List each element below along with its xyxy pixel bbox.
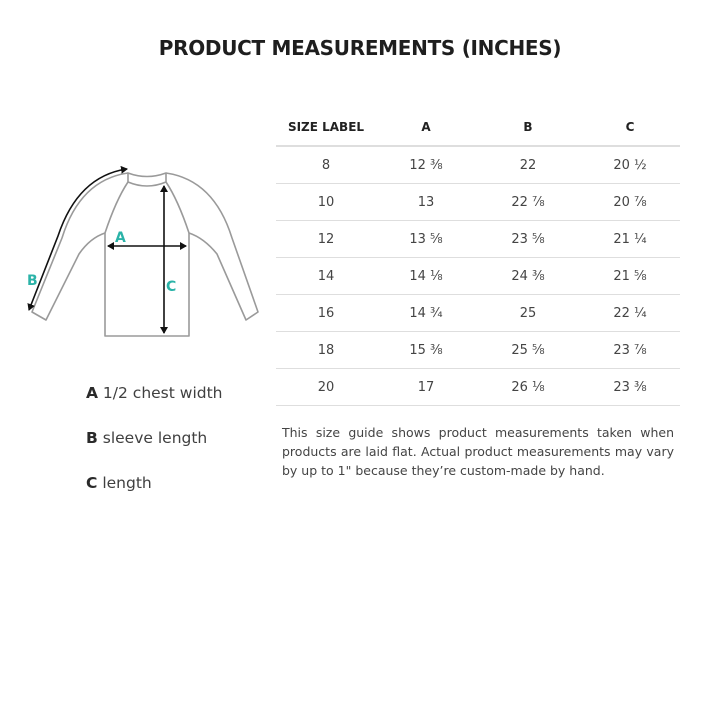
measure-a-label: A xyxy=(115,230,126,246)
cell-b: 23 ⅝ xyxy=(476,221,580,258)
cell-b: 25 xyxy=(476,295,580,332)
table-row xyxy=(276,221,680,258)
cell-a: 17 xyxy=(376,369,476,406)
cell-size: 10 xyxy=(276,184,376,221)
cell-c: 23 ⅜ xyxy=(580,369,680,406)
legend-text: sleeve length xyxy=(97,429,208,447)
cell-size: 16 xyxy=(276,295,376,332)
cell-c: 21 ¼ xyxy=(580,221,680,258)
legend-item xyxy=(86,382,222,404)
legend-text: 1/2 chest width xyxy=(98,384,223,402)
cell-size: 18 xyxy=(276,332,376,369)
table-row xyxy=(276,258,680,295)
cell-c: 23 ⅞ xyxy=(580,332,680,369)
cell-c: 21 ⅝ xyxy=(580,258,680,295)
table-row xyxy=(276,295,680,332)
cell-a: 13 xyxy=(376,184,476,221)
header-b: B xyxy=(476,108,580,146)
cell-size: 14 xyxy=(276,258,376,295)
shirt-measurement-diagram xyxy=(20,160,270,350)
cell-a: 12 ⅜ xyxy=(376,146,476,184)
measure-b-arrow xyxy=(29,169,127,310)
legend-key: B xyxy=(86,429,98,447)
cell-a: 14 ¾ xyxy=(376,295,476,332)
legend-item xyxy=(86,427,222,449)
legend-item xyxy=(86,472,222,494)
table-row xyxy=(276,146,680,184)
legend-key: A xyxy=(86,384,98,402)
cell-b: 22 xyxy=(476,146,580,184)
legend-text: length xyxy=(97,474,152,492)
cell-c: 20 ½ xyxy=(580,146,680,184)
cell-c: 22 ¼ xyxy=(580,295,680,332)
shirt-outline xyxy=(32,173,258,336)
cell-a: 14 ⅛ xyxy=(376,258,476,295)
cell-size: 12 xyxy=(276,221,376,258)
size-table xyxy=(276,108,680,406)
measure-b-label: B xyxy=(27,273,38,289)
cell-a: 15 ⅜ xyxy=(376,332,476,369)
size-guide-note: This size guide shows product measurements taken when products are laid flat. Actual product measurements may vary by up to 1" because they’re custom-made by hand. xyxy=(282,425,674,478)
cell-b: 25 ⅝ xyxy=(476,332,580,369)
table-row xyxy=(276,332,680,369)
cell-c: 20 ⅞ xyxy=(580,184,680,221)
cell-size: 8 xyxy=(276,146,376,184)
cell-b: 24 ⅜ xyxy=(476,258,580,295)
table-row xyxy=(276,184,680,221)
page-title: PRODUCT MEASUREMENTS (INCHES) xyxy=(158,36,562,60)
cell-b: 26 ⅛ xyxy=(476,369,580,406)
measure-c-label: C xyxy=(166,279,177,295)
cell-size: 20 xyxy=(276,369,376,406)
cell-b: 22 ⅞ xyxy=(476,184,580,221)
legend-key: C xyxy=(86,474,98,492)
header-size-label: SIZE LABEL xyxy=(276,108,376,146)
cell-a: 13 ⅝ xyxy=(376,221,476,258)
header-a: A xyxy=(376,108,476,146)
measurement-legend xyxy=(86,382,222,517)
table-row xyxy=(276,369,680,406)
header-c: C xyxy=(580,108,680,146)
table-header-row xyxy=(276,108,680,146)
